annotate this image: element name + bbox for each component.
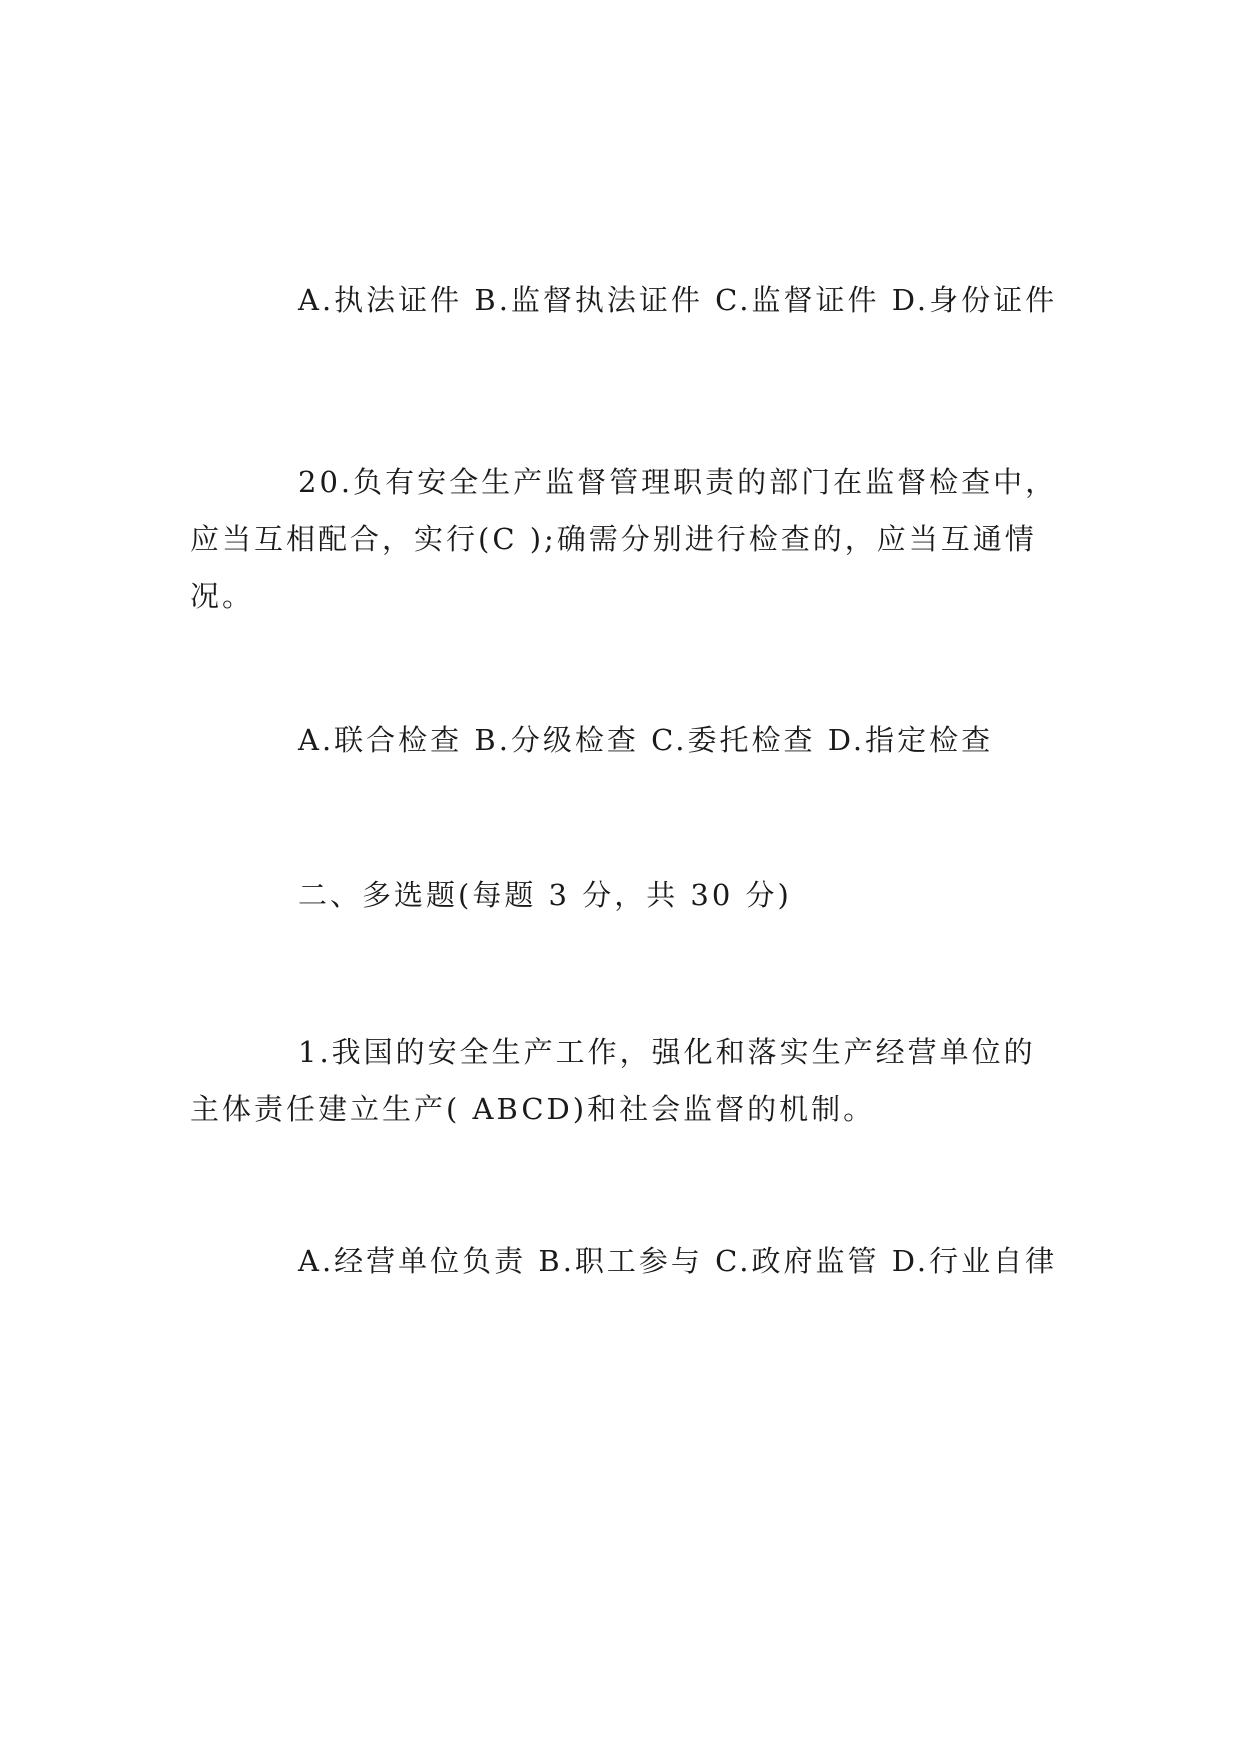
question-20-options: A.联合检查 B.分级检查 C.委托检查 D.指定检查 [298,723,994,757]
multi-question-1-options: A.经营单位负责 B.职工参与 C.政府监管 D.行业自律 [298,1244,1058,1278]
question-20-text: 20.负有安全生产监督管理职责的部门在监督检查中，应当互相配合，实行(C );确需分别进行检查的，应当互通情况。 [190,465,1058,613]
multi-question-1-text: 1.我国的安全生产工作，强化和落实生产经营单位的主体责任建立生产( ABCD)和社会监督的机制。 [190,1035,1036,1126]
question-19-options: A.执法证件 B.监督执法证件 C.监督证件 D.身份证件 [298,283,1058,317]
section-heading-multiple-choice: 二、多选题(每题 3 分，共 30 分) [298,878,792,912]
